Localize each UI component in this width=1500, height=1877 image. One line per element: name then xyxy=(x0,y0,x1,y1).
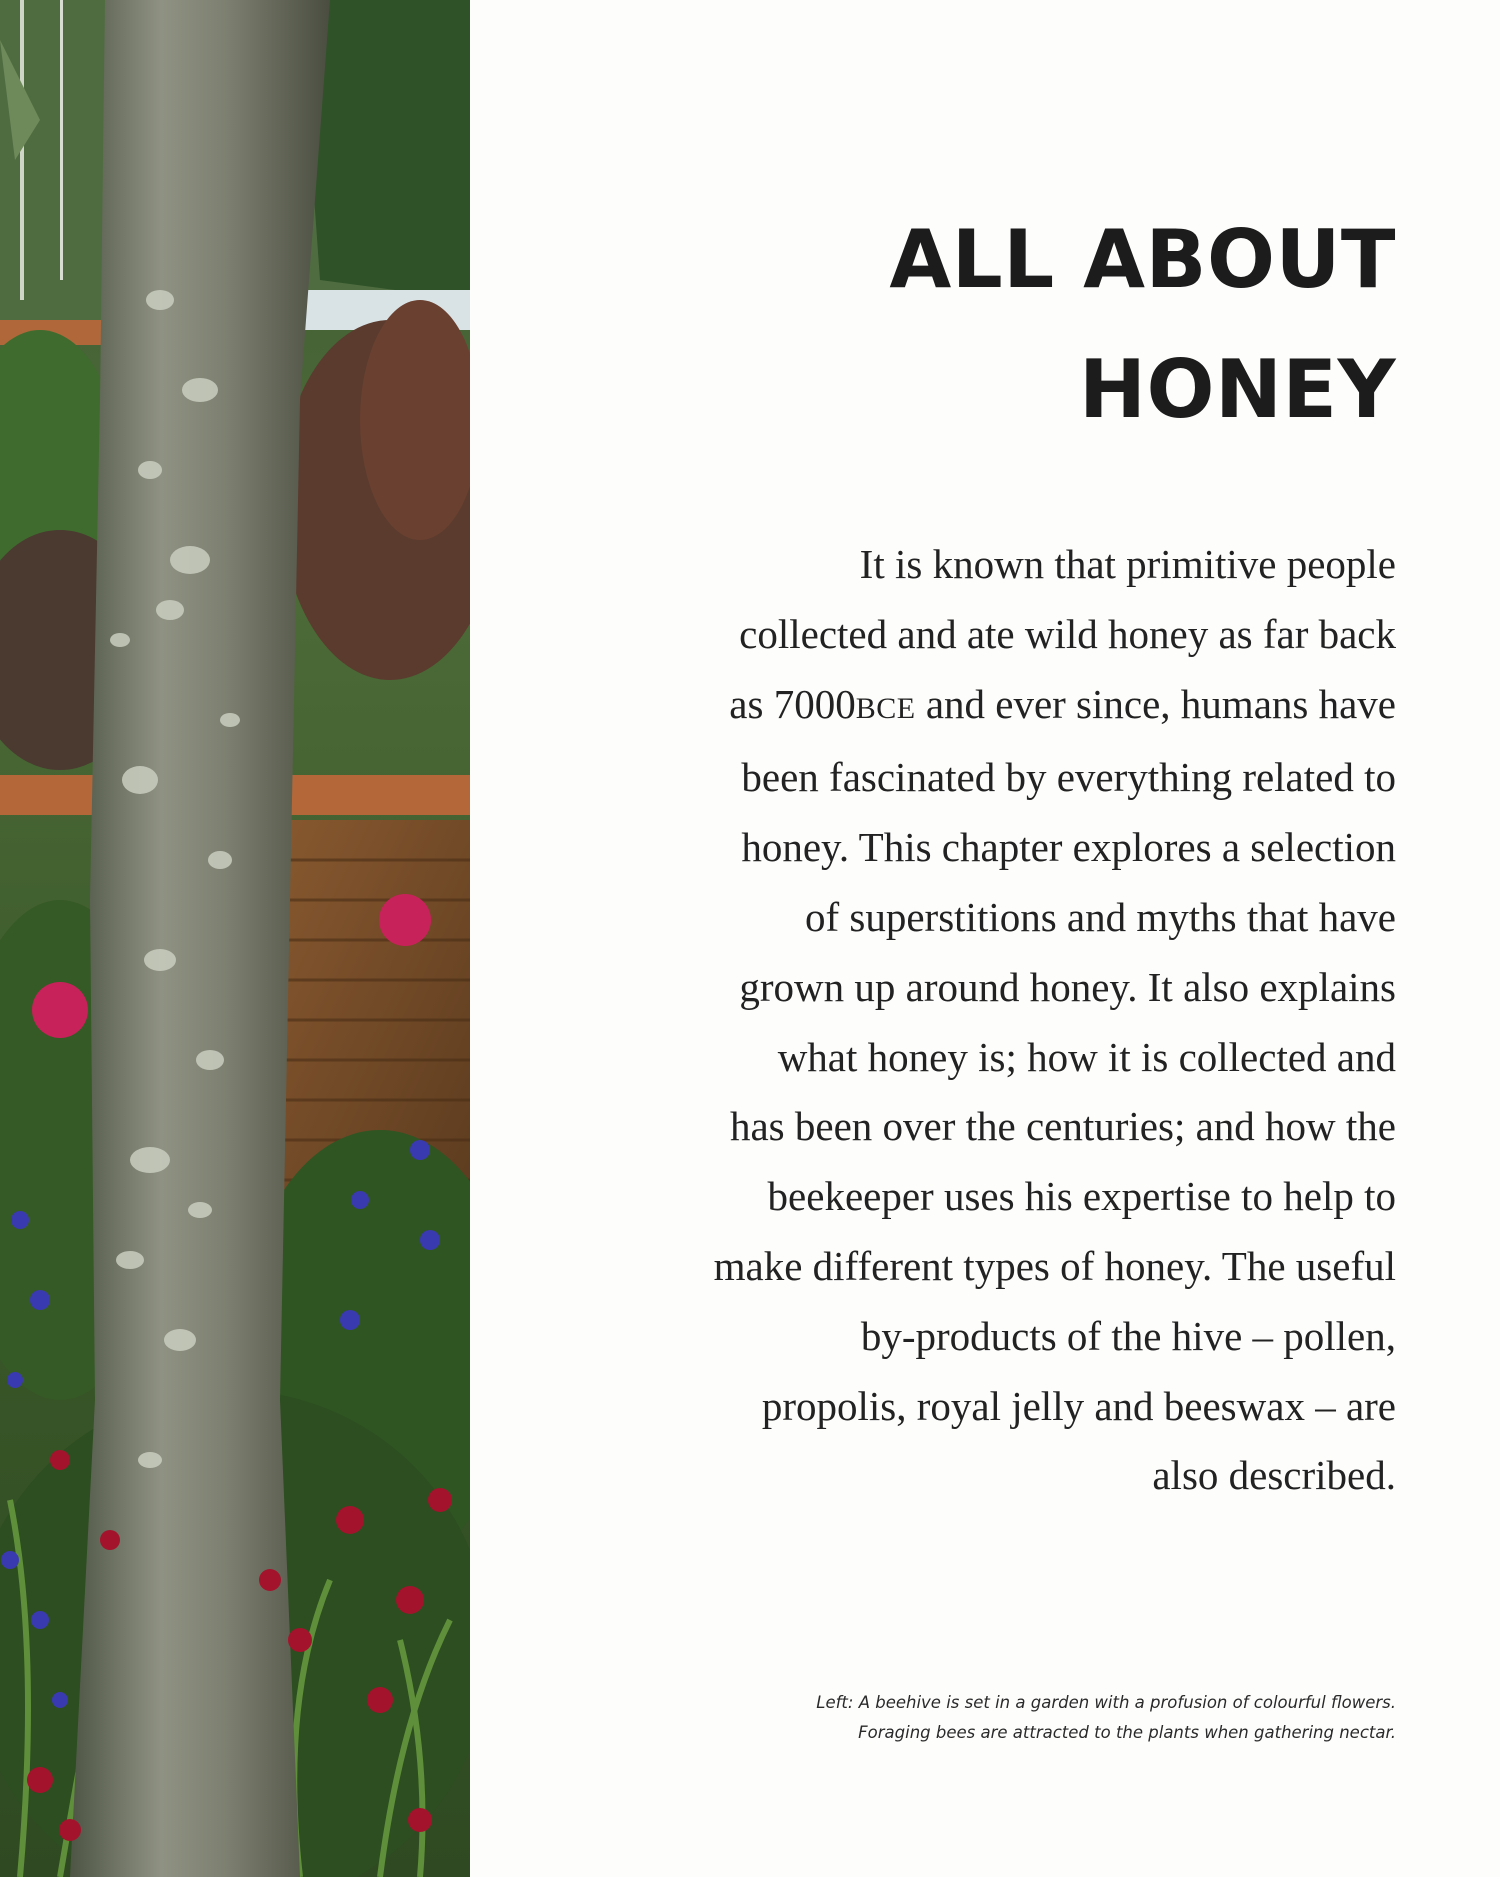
text-column xyxy=(560,0,1396,1877)
intro-line: been fascinated by everything related to xyxy=(741,754,1396,801)
chapter-title-line-2: HONEY xyxy=(1079,343,1396,436)
caption-line-1: Left: A beehive is set in a garden with a profusion of colourful flowers. xyxy=(816,1693,1396,1712)
intro-line: beekeeper uses his expertise to help to xyxy=(767,1173,1396,1220)
intro-line-part: and ever since, humans have xyxy=(915,680,1396,727)
intro-line: It is known that primitive people xyxy=(859,541,1396,587)
intro-line: propolis, royal jelly and beeswax – are xyxy=(761,1382,1396,1429)
intro-line: what honey is; how it is collected and xyxy=(777,1033,1396,1080)
intro-line: grown up around honey. It also explains xyxy=(739,963,1396,1010)
caption-line-2: Foraging bees are attracted to the plants when gathering nectar. xyxy=(858,1723,1396,1742)
intro-line-part: as 7000 xyxy=(729,680,856,727)
chapter-title xyxy=(560,195,1396,455)
intro-line: collected and ate wild honey as far back xyxy=(739,610,1396,657)
intro-line: of superstitions and myths that have xyxy=(805,893,1396,940)
intro-line: make different types of honey. The useful xyxy=(713,1242,1396,1289)
chapter-title-line-1: ALL ABOUT xyxy=(889,213,1396,306)
intro-paragraph xyxy=(560,530,1396,1511)
intro-line: has been over the centuries; and how the xyxy=(729,1103,1396,1150)
garden-photo xyxy=(0,0,470,1877)
intro-line xyxy=(560,670,1396,744)
photo-caption xyxy=(560,1688,1396,1748)
era-abbreviation: BCE xyxy=(855,691,916,725)
intro-line: honey. This chapter explores a selection xyxy=(741,824,1396,871)
intro-line: also described. xyxy=(1152,1452,1396,1499)
intro-line: by-products of the hive – pollen, xyxy=(860,1312,1396,1359)
